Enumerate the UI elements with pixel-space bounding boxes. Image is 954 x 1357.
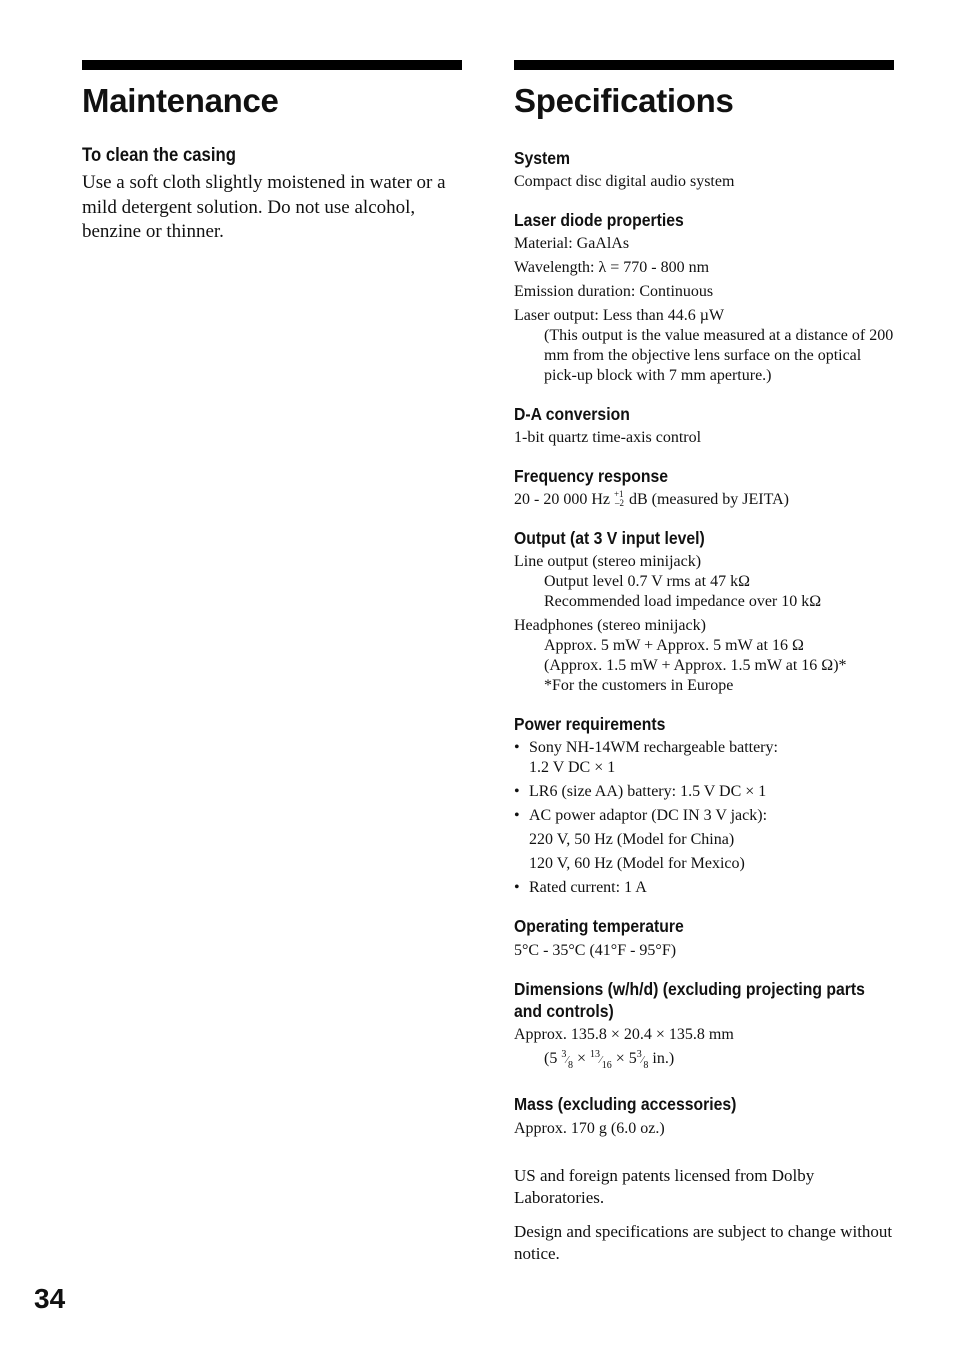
clean-casing-text: Use a soft cloth slightly moistened in water or a mild detergent solution. Do not use alcohol, benzine or thinner. [82, 172, 446, 242]
freq-text [514, 490, 894, 510]
da-text: 1-bit quartz time-axis control [514, 429, 702, 446]
power-battery-value: 1.2 V DC × 1 [529, 759, 616, 776]
specifications-title: Specifications [514, 82, 734, 119]
output-heading: Output (at 3 V input level) [514, 528, 705, 548]
list-item [514, 738, 894, 778]
headphones-output: Headphones (stereo minijack) [514, 617, 706, 634]
list-item [514, 878, 894, 898]
fraction-num: 3 [561, 1049, 567, 1060]
mass-heading: Mass (excluding accessories) [514, 1094, 737, 1114]
power-adaptor-mexico: 120 V, 60 Hz (Model for Mexico) [529, 855, 745, 872]
laser-output: Laser output: Less than 44.6 µW [514, 307, 725, 324]
spec-temperature [514, 915, 894, 961]
line-output-level: Output level 0.7 V rms at 47 kΩ [544, 573, 750, 590]
line-output: Line output (stereo minijack) [514, 553, 702, 570]
dims-text: Approx. 135.8 × 20.4 × 135.8 mm [514, 1026, 734, 1043]
power-rated-current: Rated current: 1 A [529, 879, 647, 896]
dims-inches [514, 1045, 894, 1076]
system-text: Compact disc digital audio system [514, 173, 735, 190]
da-heading: D-A conversion [514, 404, 630, 424]
fraction-den: 16 [601, 1060, 612, 1071]
freq-tolerance [613, 489, 625, 508]
power-lr6: LR6 (size AA) battery: 1.5 V DC × 1 [529, 783, 767, 800]
fraction: 13⁄16 [590, 1049, 612, 1071]
power-adaptor-china: 220 V, 50 Hz (Model for China) [529, 831, 735, 848]
freq-sup: +1 [613, 489, 624, 499]
dims-heading: Dimensions (w/h/d) (excluding projecting parts and controls) [514, 979, 865, 1021]
spec-dimensions [514, 978, 894, 1076]
fraction-num: 3 [636, 1049, 642, 1060]
dims-open: (5 [544, 1050, 558, 1067]
fraction-num: 13 [590, 1049, 601, 1060]
temp-text: 5°C - 35°C (41°F - 95°F) [514, 942, 677, 959]
dims-times: × [577, 1050, 587, 1067]
laser-material: Material: GaAlAs [514, 235, 630, 252]
bullet: • [514, 783, 520, 800]
headphones-note: *For the customers in Europe [544, 677, 734, 694]
maintenance-title: Maintenance [82, 82, 279, 119]
section-rule [82, 60, 462, 70]
freq-prefix: 20 - 20 000 Hz [514, 491, 610, 508]
fraction-den: 8 [643, 1060, 649, 1071]
headphones-level: Approx. 5 mW + Approx. 5 mW at 16 Ω [544, 637, 804, 654]
spec-output [514, 527, 894, 696]
spec-frequency [514, 465, 894, 510]
change-notice: Design and specifications are subject to change without notice. [514, 1222, 893, 1263]
laser-note: (This output is the value measured at a distance of 200 mm from the objective lens surface on the optical pick-up block with 7 mm aperture.) [544, 327, 894, 384]
dims-close: in.) [652, 1050, 675, 1067]
fraction: 3⁄8 [636, 1049, 649, 1071]
laser-heading: Laser diode properties [514, 210, 684, 230]
spec-da [514, 403, 894, 448]
spec-mass [514, 1093, 894, 1139]
power-adaptor: AC power adaptor (DC IN 3 V jack): [529, 807, 768, 824]
freq-heading: Frequency response [514, 466, 669, 486]
laser-wavelength: Wavelength: λ = 770 - 800 nm [514, 259, 710, 276]
section-rule [514, 60, 894, 70]
bullet: • [514, 739, 520, 756]
headphones-level-eu: (Approx. 1.5 mW + Approx. 1.5 mW at 16 Ω)* [544, 657, 847, 674]
freq-suffix: dB (measured by JEITA) [628, 491, 789, 508]
mass-text: Approx. 170 g (6.0 oz.) [514, 1120, 665, 1137]
spec-system [514, 147, 894, 192]
freq-sub: –2 [614, 498, 624, 508]
power-battery: Sony NH-14WM rechargeable battery: [529, 739, 778, 756]
spec-power [514, 713, 894, 898]
laser-emission: Emission duration: Continuous [514, 283, 714, 300]
temp-heading: Operating temperature [514, 916, 684, 936]
dims-times-5: × 5 [615, 1050, 637, 1067]
patent-notice: US and foreign patents licensed from Dolby Laboratories. [514, 1166, 815, 1207]
list-item [514, 782, 894, 802]
fraction: 3⁄8 [561, 1049, 573, 1071]
system-heading: System [514, 148, 571, 168]
spec-laser [514, 209, 894, 386]
clean-casing-heading: To clean the casing [82, 145, 236, 166]
fraction-den: 8 [568, 1060, 573, 1071]
line-output-load: Recommended load impedance over 10 kΩ [544, 593, 822, 610]
page-number: 34 [34, 1283, 66, 1314]
power-heading: Power requirements [514, 714, 666, 734]
bullet: • [514, 879, 520, 896]
maintenance-section [82, 60, 462, 245]
list-item [514, 806, 894, 874]
bullet: • [514, 807, 520, 824]
specifications-section [514, 60, 894, 1265]
